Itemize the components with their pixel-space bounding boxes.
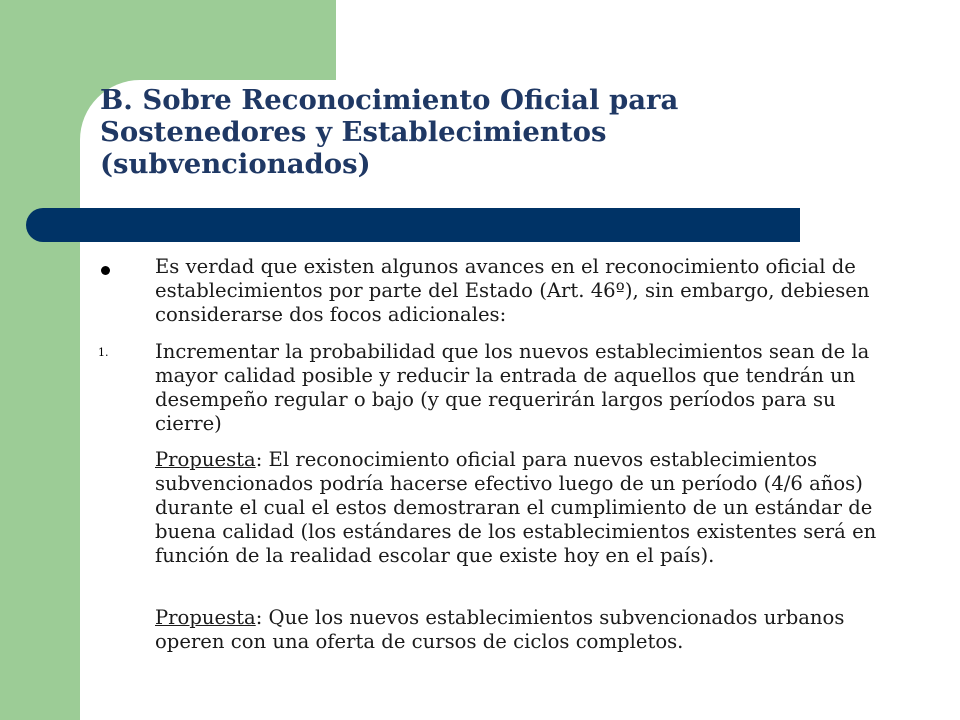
proposal-label: Propuesta	[155, 606, 256, 629]
slide-title: B. Sobre Reconocimiento Oficial para Sostenedores y Establecimientos (subvencionados)	[100, 84, 679, 180]
proposal-paragraph-1	[155, 448, 885, 568]
list-number: 1.	[98, 346, 109, 359]
proposal-paragraph-2	[155, 606, 885, 654]
proposal-text: : El reconocimiento oficial para nuevos establecimientos subvencionados podría hacerse efectivo luego de un período (4/6 años) durante el cual el estos demostraran el cumplimiento de un estándar de buena calidad (los estándares de los establecimientos existentes será en función de la realidad escolar que existe hoy en el país).	[155, 448, 877, 567]
decorative-green-top-band	[80, 0, 336, 80]
numbered-item-text: Incrementar la probabilidad que los nuevos establecimientos sean de la mayor calidad posible y reducir la entrada de aquellos que tendrán un desempeño regular o bajo (y que requerirán largos períodos para su cierre)	[155, 340, 870, 435]
decorative-green-sidebar	[0, 0, 80, 720]
title-underline-bar	[26, 208, 800, 242]
bullet-paragraph: Es verdad que existen algunos avances en el reconocimiento oficial de establecimientos por parte del Estado (Art. 46º), sin embargo, debiesen considerarse dos focos adicionales:	[155, 255, 870, 326]
proposal-label: Propuesta	[155, 448, 256, 471]
bullet-dot-icon	[101, 266, 110, 275]
proposal-text: : Que los nuevos establecimientos subvencionados urbanos operen con una oferta de cursos de ciclos completos.	[155, 606, 845, 653]
